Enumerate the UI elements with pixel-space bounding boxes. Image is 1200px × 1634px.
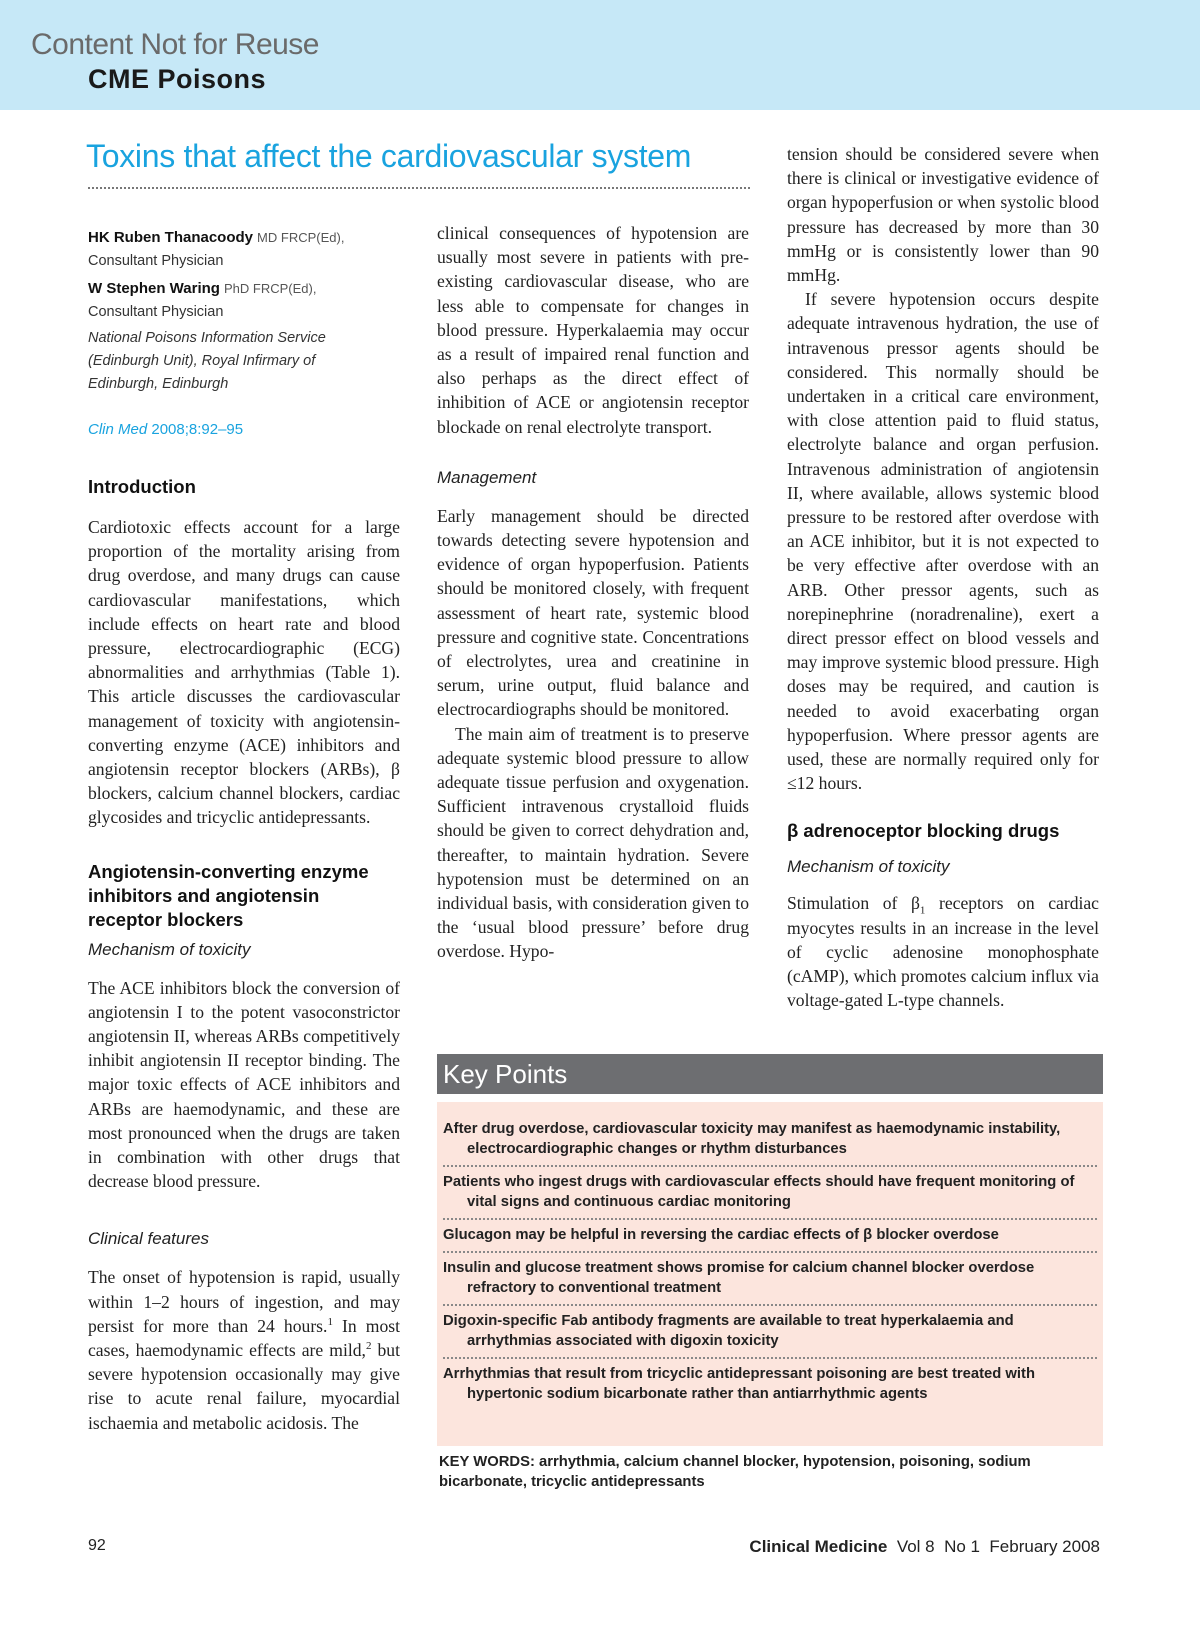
continued-paragraph: clinical consequences of hypotension are usually most severe in patients with pre-existing cardiovascular disease, who are less able to compensate for changes in blood pressure. Hyperkalaemia may occur as a result of impaired renal function and also perhaps as the direct effect of inhibition of ACE or angiotensin receptor blockade on renal electrolyte transport. [437,223,749,437]
key-points-header: Key Points [437,1054,1103,1094]
middle-column [437,221,749,964]
pressor-paragraph: If severe hypotension occurs despite adequate intravenous hydration, the use of intravenous pressor agents should be considered. This normally should be undertaken in a critical care environment, with close attention paid to fluid status, electrolyte balance and organ perfusion. Intravenous administration of angiotensin II, where available, allows systemic blood pressure to be restored after overdose with an ACE inhibitor, but it is not expected to be very effective after overdose with an ARB. Other pressor agents, such as norepinephrine (noradrenaline), exert a direct pressor effect on blood vessels and may improve systemic blood pressure. High doses may be required, and caution is needed to avoid exacerbating organ hypoperfusion. Where pressor agents are used, these are normally required only for ≤12 hours. [787,289,1099,794]
clinical-paragraph: The onset of hypotension is rapid, usually within 1–2 hours of ingestion, and may persist for more than 24 hours.$^1$ In most cases, haemodynamic effects are mild,$^2$ but severe hypotension occasionally may give rise to acute renal failure, myocardial ischaemia and metabolic acidosis. The [88,1267,400,1433]
management-paragraph-1: Early management should be directed towards detecting severe hypotension and evidence of organ hypoperfusion. Patients should be monitored closely, with frequent assessment of heart rate, systemic blood pressure and cognitive state. Concentrations of electrolytes, urea and creatinine in serum, urine output, fluid balance and electrocardiographs should be monitored. [437,505,749,720]
article-title: Toxins that affect the cardiovascular system [86,138,692,174]
key-point: Patients who ingest drugs with cardiovascular effects should have frequent monitoring of vital signs and continuous cardiac monitoring [443,1167,1097,1220]
subheading-mechanism: Mechanism of toxicity [787,857,950,877]
keywords: KEY WORDS: arrhythmia, calcium channel blocker, hypotension, poisoning, sodium bicarbonate, tricyclic antidepressants [439,1454,1031,1490]
citation[interactable]: Clin Med 2008;8:92–95 [88,421,244,438]
left-column [88,475,400,1435]
section-label: CME Poisons [88,64,267,94]
subheading-management: Management [437,467,537,487]
heading-ace-arb: Angiotensin-converting enzyme inhibitors and angiotensin receptor blockers [88,860,369,930]
key-point: Arrhythmias that result from tricyclic antidepressant poisoning are best treated with hypertonic sodium bicarbonate rather than antiarrhythmic agents [443,1366,1036,1402]
intro-paragraph: Cardiotoxic effects account for a large proportion of the mortality arising from drug overdose, and many drugs can cause cardiovascular manifestations, which include effects on heart rate and blood pressure, electrocardiographic (ECG) abnormalities and arrhythmias (Table 1). This article discusses the cardiovascular management of toxicity with angiotensin-converting enzyme (ACE) inhibitors and angiotensin receptor blockers (ARBs), β blockers, calcium channel blockers, cardiac glycosides and tricyclic antidepressants. [88,517,400,828]
watermark-text: Content Not for Reuse [31,28,319,61]
key-point: Digoxin-specific Fab antibody fragments are available to treat hyperkalaemia and arrhythmias associated with digoxin toxicity [443,1306,1097,1359]
management-paragraph-2: The main aim of treatment is to preserve adequate systemic blood pressure to allow adequate tissue perfusion and oxygenation. Sufficient intravenous crystalloid fluids should be given to correct dehydration and, thereafter, to maintain hydration. Severe hypotension must be determined on an individual basis, with consideration given to the ‘usual blood pressure’ before drug overdose. Hypo- [437,723,749,962]
heading-introduction: Introduction [88,476,196,497]
key-point: Insulin and glucose treatment shows promise for calcium channel blocker overdose refractory to conventional treatment [443,1253,1097,1306]
mechanism-paragraph: The ACE inhibitors block the conversion of angiotensin I to the potent vasoconstrictor angiotensin II, whereas ARBs competitively inhibit angiotensin II receptor binding. The major toxic effects of ACE inhibitors and ARBs are haemodynamic, and these are most pronounced when the drugs are taken in combination with other drugs that decrease blood pressure. [88,977,400,1192]
subheading-mechanism: Mechanism of toxicity [88,939,251,959]
key-point: After drug overdose, cardiovascular toxicity may manifest as haemodynamic instability, electrocardiographic changes or rhythm disturbances [443,1114,1097,1167]
header-band [0,0,1200,110]
journal-footer: Clinical Medicine Vol 8 No 1 February 2008 [749,1537,1100,1556]
continued-paragraph: tension should be considered severe when there is clinical or investigative evidence of organ hypoperfusion or when systolic blood pressure has decreased by more than 30 mmHg or is consistently lower than 90 mmHg. [787,144,1099,286]
affiliation: National Poisons Information Service (Edinburgh Unit), Royal Infirmary of Edinburgh, Edinburgh [88,330,326,392]
subheading-clinical-features: Clinical features [88,1229,209,1249]
heading-beta-blockers: β adrenoceptor blocking drugs [787,820,1060,842]
author-1: HK Ruben Thanacoody MD FRCP(Ed), Consultant Physician [88,229,345,269]
page-number: 92 [88,1537,106,1554]
right-column [787,142,1099,1013]
key-points-box [437,1102,1103,1446]
author-2: W Stephen Waring PhD FRCP(Ed), Consultant Physician [88,280,317,320]
beta-paragraph: Stimulation of $\beta_1$ receptors on cardiac myocytes results in an increase in the level of cyclic adenosine monophosphate (cAMP), which promotes calcium influx via voltage-gated L-type channels. [787,893,1099,1011]
key-point: Glucagon may be helpful in reversing the cardiac effects of β blocker overdose [443,1220,1097,1253]
title-divider [88,187,750,189]
author-block [88,226,400,396]
